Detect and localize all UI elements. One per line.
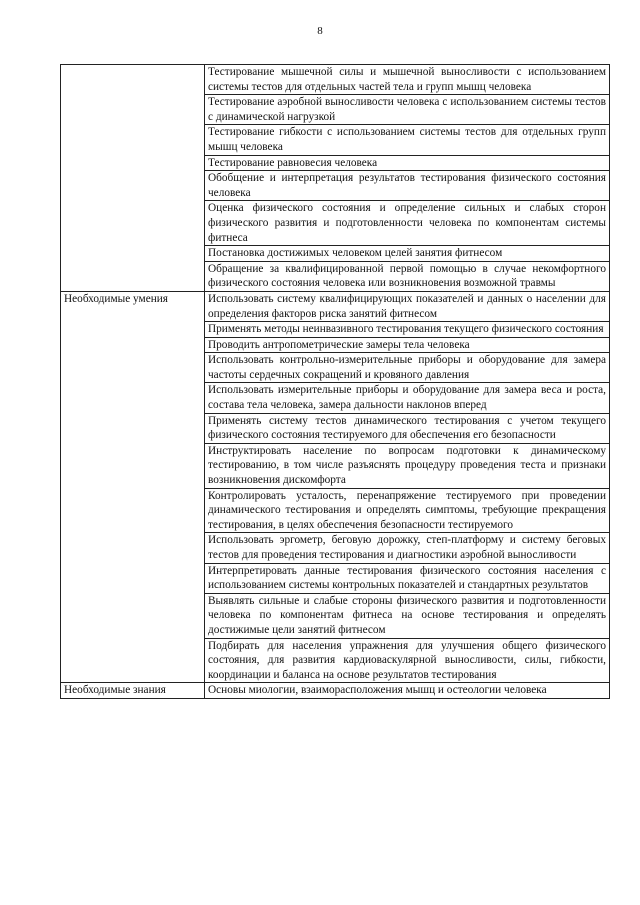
section-item-cell: Проводить антропометрические замеры тела человека [205,337,610,353]
section-item-cell: Интерпретировать данные тестирования физического состояния населения с использованием системы контрольных показателей и стандартных результатов [205,563,610,593]
section-item-cell: Применять методы неинвазивного тестирования текущего физического состояния [205,322,610,338]
section-item-cell: Оценка физического состояния и определение сильных и слабых сторон физического развития и подготовленности человека по компонентам системы фитнеса [205,201,610,246]
section-item-cell: Использовать систему квалифицирующих показателей и данных о населении для определения факторов риска занятий фитнесом [205,291,610,321]
section-item-cell: Тестирование равновесия человека [205,155,610,171]
section-item-cell: Постановка достижимых человеком целей занятия фитнесом [205,246,610,262]
section-item-cell: Тестирование гибкости с использованием системы тестов для отдельных групп мышц человека [205,125,610,155]
section-item-cell: Инструктировать население по вопросам подготовки к динамическому тестированию, в том числе разъяснять процедуру проведения теста и признаки возникновения дискомфорта [205,443,610,488]
section-item-cell: Использовать эргометр, беговую дорожку, степ-платформу и систему беговых тестов для проведения тестирования и диагностики аэробной выносливости [205,533,610,563]
section-label-cell: Необходимые знания [61,683,205,699]
section-item-cell: Контролировать усталость, перенапряжение тестируемого при проведении динамического тестирования и определять симптомы, требующие прекращения тестирования, в целях обеспечения безопасности тестируемого [205,488,610,533]
table-row [61,65,610,95]
table-body [61,65,610,699]
labor-function-table [60,64,610,699]
section-item-cell: Основы миологии, взаиморасположения мышц и остеологии человека [205,683,610,699]
table-row [61,683,610,699]
page-number: 8 [317,25,323,37]
section-item-cell: Применять систему тестов динамического тестирования с учетом текущего физического состояния тестируемого для обеспечения его безопасности [205,413,610,443]
section-item-cell: Использовать контрольно-измерительные приборы и оборудование для замера частоты сердечных сокращений и кровяного давления [205,353,610,383]
section-item-cell: Использовать измерительные приборы и оборудование для замера веса и роста, состава тела человека, замера дальности наклонов вперед [205,383,610,413]
section-item-cell: Выявлять сильные и слабые стороны физического развития и подготовленности человека по компонентам фитнеса на основе тестирования и определять достижимые цели занятий фитнесом [205,593,610,638]
section-item-cell: Обобщение и интерпретация результатов тестирования физического состояния человека [205,171,610,201]
section-item-cell: Подбирать для населения упражнения для улучшения общего физического состояния, для развития кардиоваскулярной выносливости, силы, гибкости, координации и баланса на основе результатов тестирования [205,638,610,683]
section-item-cell: Тестирование мышечной силы и мышечной выносливости с использованием системы тестов для отдельных частей тела и групп мышц человека [205,65,610,95]
section-item-cell: Тестирование аэробной выносливости человека с использованием системы тестов с динамической нагрузкой [205,95,610,125]
table-row [61,291,610,321]
section-label-cell [61,65,205,292]
section-label-cell: Необходимые умения [61,291,205,682]
section-item-cell: Обращение за квалифицированной первой помощью в случае некомфортного физического состояния человека или возникновения возможной травмы [205,261,610,291]
